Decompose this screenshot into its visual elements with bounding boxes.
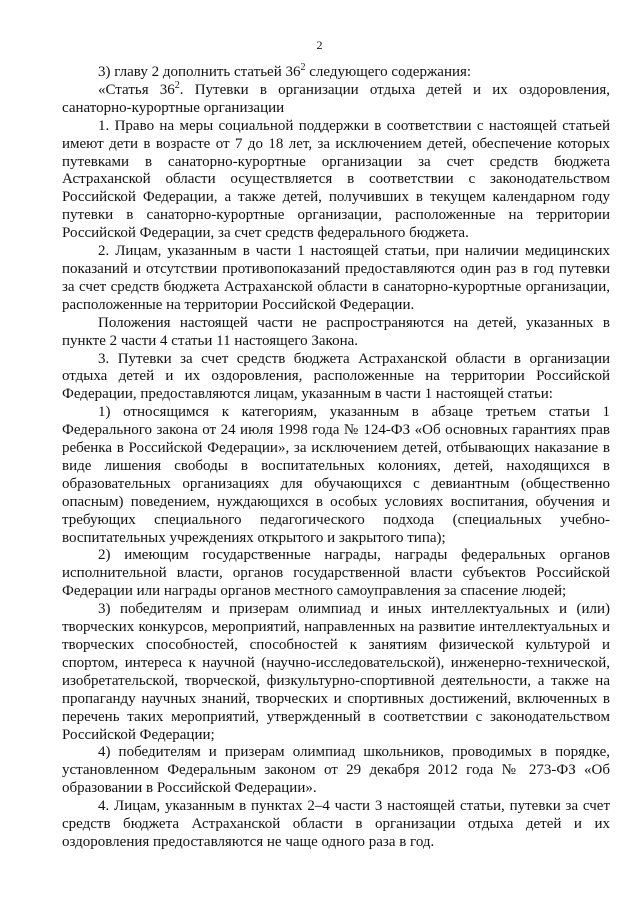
paragraph-item-3: 3) победителям и призерам олимпиад и иных интеллектуальных и (или) творческих конкурсов, мероприятий, направленных на развитие интеллектуальных и творческих способностей, способностей к занятиям физической культурой и спортом, интереса к научной (научно-исследовательской), инженерно-технической, изобретательской, творческой, физкультурно-спортивной деятельности, а также на пропаганду научных знаний, творческих и спортивных достижений, включенных в перечень таких мероприятий, утвержденный в соответствии с законодательством Российской Федерации; bbox=[62, 601, 610, 743]
paragraph-part-2-note: Положения настоящей части не распространяются на детей, указанных в пункте 2 части 4 статьи 11 настоящего Закона. bbox=[62, 314, 610, 349]
paragraph-part-2: 2. Лицам, указанным в части 1 настоящей статьи, при наличии медицинских показаний и отсутствии противопоказаний предоставляются один раз в год путевки за счет средств бюджета Астраханской области в санаторно-курортные организации, расположенные на территории Российской Федерации. bbox=[62, 243, 610, 313]
page-number: 2 bbox=[316, 38, 323, 52]
article-title-start: «Статья 36 bbox=[98, 81, 175, 98]
paragraph-item-4: 4) победителям и призерам олимпиад школьников, проводимых в порядке, установленном Федеральным законом от 29 декабря 2012 года № 273-ФЗ «Об образовании в Российской Федерации». bbox=[62, 744, 610, 797]
article-title-superscript: 2 bbox=[174, 79, 180, 91]
intro-text-start: 3) главу 2 дополнить статьей 36 bbox=[98, 64, 301, 80]
paragraph-item-2: 2) имеющим государственные награды, награды федеральных органов исполнительной власти, органов государственной власти субъектов Российской Федерации или награды органов местного самоуправления за спасение людей; bbox=[62, 547, 610, 600]
intro-paragraph bbox=[62, 64, 610, 82]
paragraph-part-3: 3. Путевки за счет средств бюджета Астраханской области в организации отдыха детей и их оздоровления, расположенные на территории Российской Федерации, предоставляются лицам, указанным в части 1 настоящей статьи: bbox=[62, 350, 610, 403]
paragraph-part-4: 4. Лицам, указанным в пунктах 2–4 части 3 настоящей статьи, путевки за счет средств бюджета Астраханской области в организации отдыха детей и их оздоровления предоставляются не чаще одного раза в год. bbox=[62, 798, 610, 850]
document-body bbox=[62, 64, 610, 852]
article-title bbox=[62, 79, 610, 118]
intro-superscript: 2 bbox=[300, 62, 306, 73]
intro-text-end: следующего содержания: bbox=[305, 64, 472, 80]
paragraph-part-1: 1. Право на меры социальной поддержки в соответствии с настоящей статьей имеют дети в возрасте от 7 до 18 лет, за исключением детей, обеспечение которых путевками в санаторно-курортные организации за счет средств бюджета Астраханской области осуществляется в соответствии с законодательством Российской Федерации, а также детей, получивших в текущем календарном году путевки в санаторно-курортные организации, расположенные на территории Российской Федерации, за счет средств федерального бюджета. bbox=[62, 117, 610, 242]
article-title-end: . Путевки в организации отдыха детей и их оздоровления, санаторно-курортные организации bbox=[62, 81, 610, 116]
paragraph-item-1: 1) относящимся к категориям, указанным в абзаце третьем статьи 1 Федерального закона от 24 июля 1998 года № 124-ФЗ «Об основных гарантиях прав ребенка в Российской Федерации», за исключением детей, отбывающих наказание в виде лишения свободы в воспитательных колониях, детей, находящихся в образовательных организациях для обучающихся с девиантным (общественно опасным) поведением, нуждающихся в особых условиях воспитания, обучения и требующих специального педагогического подхода (специальных учебно-воспитательных учреждениях открытого и закрытого типа); bbox=[62, 404, 610, 546]
